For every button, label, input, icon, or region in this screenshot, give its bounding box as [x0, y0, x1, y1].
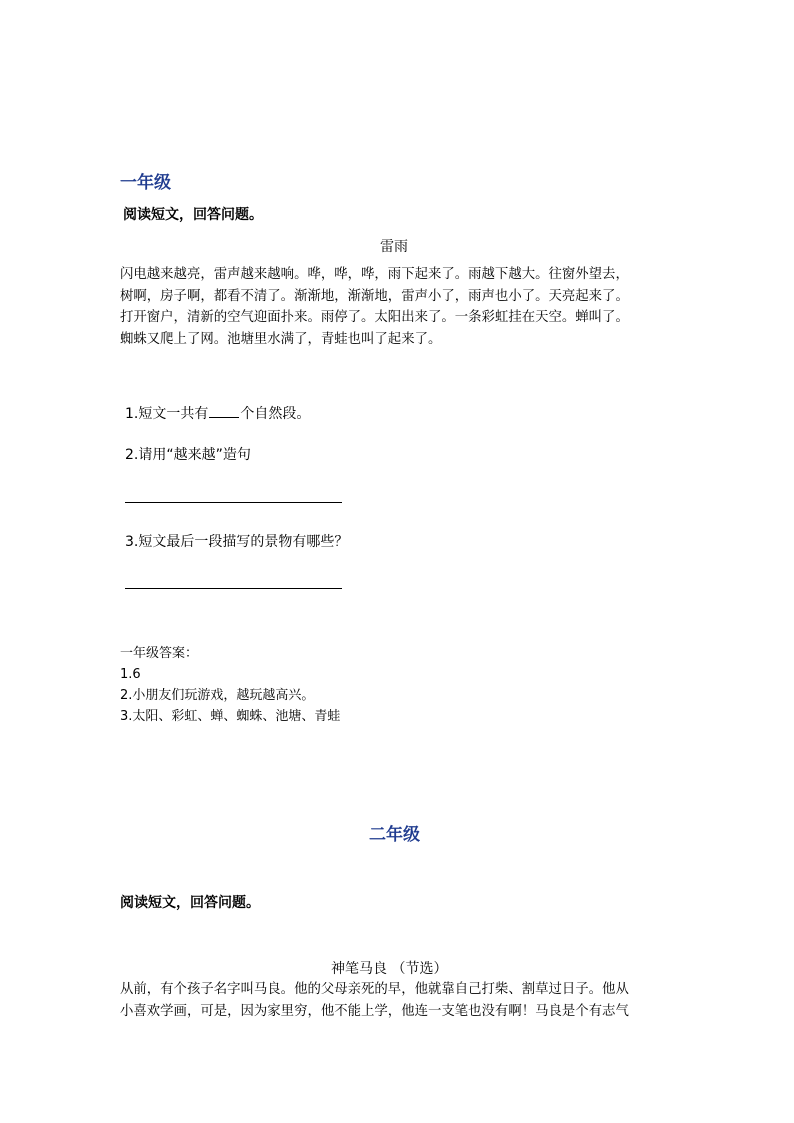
grade1-instruction: 阅读短文，回答问题。	[123, 207, 263, 223]
grade1-story-title: 雷雨	[380, 239, 408, 255]
answer-heading: 一年级答案：	[120, 646, 199, 661]
grade1-answers	[120, 643, 340, 727]
answer-item: 3.太阳、彩虹、蝉、蜘蛛、池塘、青蛙	[120, 709, 341, 724]
question-1-prefix: 1.短文一共有	[125, 406, 209, 422]
answer-item: 2.小朋友们玩游戏，越玩越高兴。	[120, 688, 315, 703]
answer-line[interactable]	[125, 588, 342, 589]
story-line: 小喜欢学画，可是，因为家里穷，他不能上学，他连一支笔也没有啊！马良是个有志气	[120, 1003, 629, 1019]
story-line: 闪电越来越亮，雷声越来越响。哗，哗，哗，雨下起来了。雨越下越大。往窗外望去，	[120, 267, 629, 282]
fill-blank[interactable]	[209, 403, 239, 418]
question-2: 2.请用“越来越”造句	[125, 447, 251, 463]
grade2-instruction: 阅读短文，回答问题。	[120, 895, 260, 911]
grade1-story	[120, 264, 680, 350]
story-line: 树啊，房子啊，都看不清了。渐渐地，渐渐地，雷声小了，雨声也小了。天亮起来了。	[120, 288, 629, 304]
answer-item: 1.6	[120, 667, 141, 682]
story-line: 蜘蛛又爬上了网。池塘里水满了，青蛙也叫了起来了。	[120, 331, 442, 347]
grade2-story-title: 神笔马良 （节选）	[331, 961, 448, 977]
grade1-heading: 一年级	[120, 173, 171, 193]
answer-line[interactable]	[125, 502, 342, 503]
grade2-story	[120, 979, 680, 1022]
question-3: 3.短文最后一段描写的景物有哪些？	[125, 534, 349, 550]
question-1-suffix: 个自然段。	[240, 406, 311, 422]
question-1	[125, 403, 310, 423]
grade2-heading: 二年级	[369, 825, 420, 845]
story-line: 打开窗户，清新的空气迎面扑来。雨停了。太阳出来了。一条彩虹挂在天空。蝉叫了。	[120, 310, 629, 325]
story-line: 从前，有个孩子名字叫马良。他的父母亲死的早，他就靠自己打柴、割草过日子。他从	[120, 982, 629, 997]
